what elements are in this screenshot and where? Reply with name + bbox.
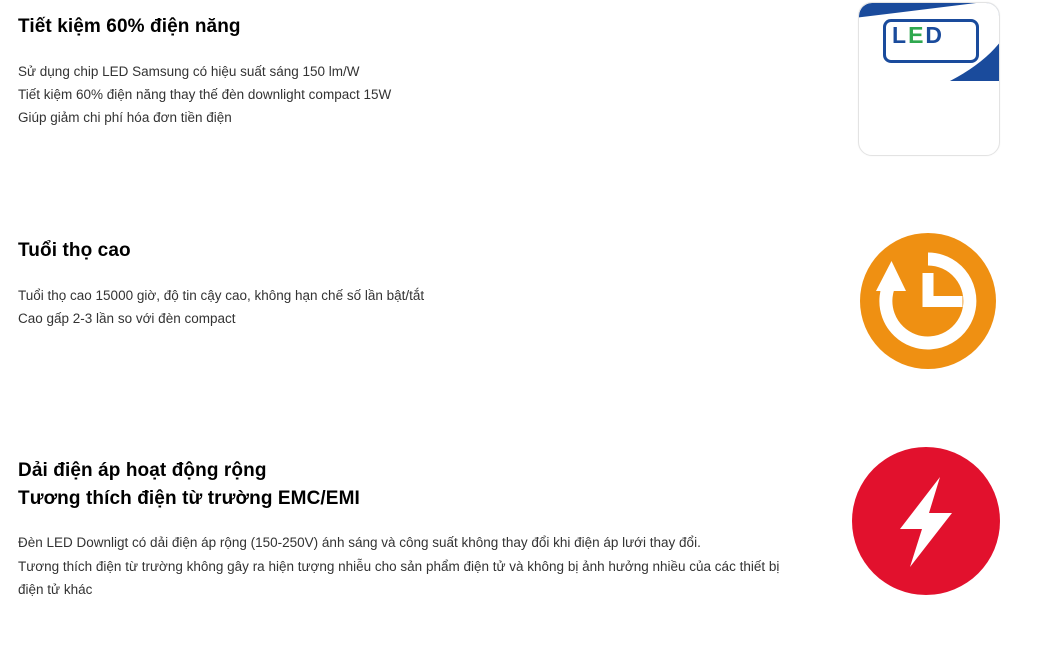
feature-body: [18, 284, 800, 330]
clock-arrow-icon: [860, 233, 996, 369]
bolt-glyph: [852, 447, 1000, 595]
provided-by-label: provided by: [899, 95, 959, 107]
feature-title-secondary: Tương thích điện từ trường EMC/EMI: [18, 487, 360, 509]
feature-title: Tuổi thọ cao: [18, 240, 131, 261]
samsung-badge: [858, 2, 1000, 156]
feature-line: Cao gấp 2-3 lần so với đèn compact: [18, 310, 236, 326]
clock-arrow-glyph: [860, 233, 996, 369]
feature-line: Sử dụng chip LED Samsung có hiệu suất sáng 150 lm/W: [18, 63, 360, 79]
feature-text-block: [0, 238, 800, 330]
samsung-brand-label: SAMSUNG: [876, 113, 982, 135]
led-letter-d: D: [925, 22, 945, 48]
feature-line: Giúp giảm chi phí hóa đơn tiền điện: [18, 110, 232, 126]
led-letter-l: L: [892, 22, 909, 48]
samsung-led-badge-icon: [858, 2, 1000, 156]
feature-line: Tuổi thọ cao 15000 giờ, độ tin cậy cao, không hạn chế số lần bật/tắt: [18, 287, 425, 303]
lightning-bolt-icon: [852, 447, 1000, 595]
feature-line: Đèn LED Downligt có dải điện áp rộng (150-250V) ánh sáng và công suất không thay đổi khi điện áp lưới thay đổi.: [18, 535, 701, 551]
bolt-circle: [852, 447, 1000, 595]
led-wordmark: [892, 24, 944, 47]
feature-body: [18, 60, 800, 130]
led-letter-e: E: [908, 22, 926, 48]
feature-text-block: [0, 14, 800, 129]
feature-line: Tương thích điện từ trường không gây ra hiện tượng nhiễu cho sản phẩm điện tử và không bị ảnh hưởng nhiều của các thiết bị điện tử khác: [18, 558, 780, 597]
feature-line: Tiết kiệm 60% điện năng thay thế đèn downlight compact 15W: [18, 86, 392, 102]
feature-title: Tiết kiệm 60% điện năng: [18, 16, 241, 37]
feature-title: Dải điện áp hoạt động rộng: [18, 460, 267, 481]
clock-circle: [860, 233, 996, 369]
feature-body: [18, 531, 800, 601]
feature-text-block: [0, 458, 800, 601]
